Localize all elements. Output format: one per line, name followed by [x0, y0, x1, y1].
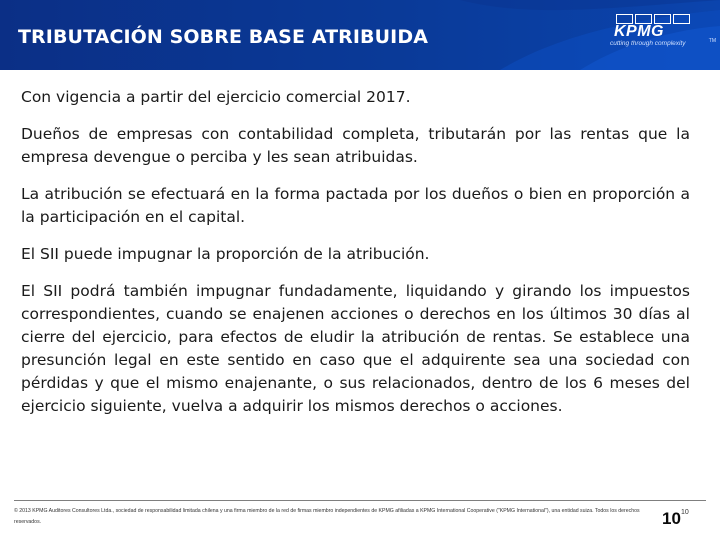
paragraph-vigencia: Con vigencia a partir del ejercicio comercial 2017.	[21, 88, 411, 106]
paragraph-duenos: Dueños de empresas con contabilidad completa, tributarán por las rentas que la empresa devengue o perciba y les sean atribuidas.	[21, 125, 690, 166]
page-title: TRIBUTACIÓN SOBRE BASE ATRIBUIDA	[18, 26, 428, 48]
paragraph-sii-impugnar: El SII puede impugnar la proporción de la atribución.	[21, 245, 430, 263]
kpmg-logo-text: KPMG	[614, 23, 664, 40]
footer-divider	[14, 500, 706, 501]
paragraph-atribucion: La atribución se efectuará en la forma pactada por los dueños o bien en proporción a la participación en el capital.	[21, 185, 690, 226]
header-bar	[0, 0, 720, 70]
slide-body	[21, 86, 690, 432]
paragraph-sii-podra: El SII podrá también impugnar fundadamente, liquidando y girando los impuestos correspondientes, cuando se enajenen acciones o derechos en los últimos 30 días al cierre del ejercicio, para efectos de eludir la atribución de rentas. Se establece una presunción legal en este sentido en caso que el adquirente sea una sociedad con pérdidas y que el mismo enajenante, o sus relacionados, dentro de los 6 meses del ejercicio siguiente, vuelva a adquirir los mismos derechos o acciones.	[21, 282, 690, 415]
page-number-superscript: 10	[681, 509, 689, 516]
footer-copyright: © 2013 KPMG Auditores Consultores Ltda., sociedad de responsabilidad limitada chilena y una firma miembro de la red de firmas miembro independientes de KPMG afiliadas a KPMG International Cooperative ("KPMG International"), una entidad suiza. Todos los derechos reservados.	[14, 508, 640, 525]
kpmg-logo-tagline: cutting through complexity	[610, 40, 686, 47]
page-number: 10	[662, 509, 681, 528]
kpmg-logo	[610, 14, 716, 54]
kpmg-logo-trademark: TM	[708, 38, 716, 44]
